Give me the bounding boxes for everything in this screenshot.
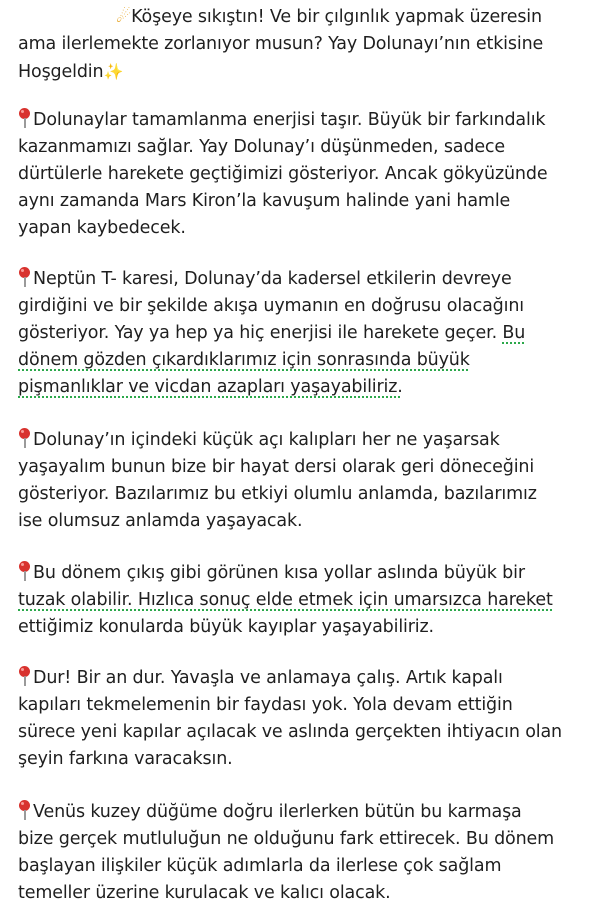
- p2-line-1: [18, 266, 593, 293]
- p2-text-5: pişmanlıklar ve vicdan azapları yaşayabiliriz.: [18, 377, 403, 397]
- p5-line-3: [18, 719, 593, 746]
- intro-text-1: Köşeye sıkıştın! Ve bir çılgınlık yapmak üzeresin: [131, 7, 542, 27]
- pin-icon: [18, 666, 31, 686]
- pin-icon: [18, 428, 31, 448]
- intro-line-3: [18, 58, 593, 85]
- pin-icon: [18, 561, 31, 581]
- p2-text-4: dönem gözden çıkardıklarımız için sonrasında büyük: [18, 350, 470, 370]
- p2-line-3: [18, 320, 593, 347]
- p6-text-2: bize gerçek mutluluğun ne olduğunu fark ettirecek. Bu dönem: [18, 829, 555, 849]
- paragraph-6: [18, 799, 593, 907]
- p2-text-3: gösteriyor. Yay ya hep ya hiç enerjisi ile harekete geçer.: [18, 323, 497, 343]
- p1-line-3: [18, 161, 593, 188]
- paragraph-5: [18, 665, 593, 773]
- p1-text-5: yapan kaybedecek.: [18, 218, 186, 238]
- intro-text-2: ama ilerlemekte zorlanıyor musun? Yay Dolunayı’nın etkisine: [18, 34, 544, 54]
- p6-text-4: temeller üzerine kurulacak ve kalıcı olacak.: [18, 883, 391, 903]
- p3-text-4: ise olumsuz anlamda yaşayacak.: [18, 511, 303, 531]
- p6-line-2: [18, 826, 593, 853]
- p5-text-2: kapıları tekmelemenin bir faydası yok. Yola devam ettiğin: [18, 695, 513, 715]
- pin-icon: [18, 108, 31, 128]
- paragraph-2: [18, 266, 593, 401]
- p2-text-1: Neptün T- karesi, Dolunay’da kadersel etkilerin devreye: [33, 269, 512, 289]
- p4-line-3: [18, 614, 593, 641]
- p1-line-1: [18, 107, 593, 134]
- p6-line-1: [18, 799, 593, 826]
- intro-paragraph: [18, 4, 593, 85]
- p1-line-5: [18, 215, 593, 242]
- paragraph-4: [18, 560, 593, 641]
- pin-icon: [18, 800, 31, 820]
- p3-line-1: [18, 427, 593, 454]
- p3-line-4: [18, 508, 593, 535]
- intro-line-1: [18, 4, 593, 31]
- paragraph-3: [18, 427, 593, 535]
- intro-text-3: Hoşgeldin: [18, 62, 104, 82]
- p6-text-1: Venüs kuzey düğüme doğru ilerlerken bütün bu karmaşa: [33, 802, 522, 822]
- p4-line-2: [18, 587, 593, 614]
- p2-line-2: [18, 293, 593, 320]
- p5-line-4: [18, 746, 593, 773]
- p5-text-1: Dur! Bir an dur. Yavaşla ve anlamaya çalış. Artık kapalı: [33, 668, 503, 688]
- p3-text-3: gösteriyor. Bazılarımız bu etkiyi olumlu anlamda, bazılarımız: [18, 484, 537, 504]
- p2-text-2: girdiğini ve bir şekilde akışa uymanın en doğrusu olacağını: [18, 296, 524, 316]
- p1-line-2: [18, 134, 593, 161]
- comet-icon: ☄: [116, 7, 132, 27]
- pin-icon: [18, 267, 31, 287]
- p5-line-2: [18, 692, 593, 719]
- p6-line-3: [18, 853, 593, 880]
- p1-line-4: [18, 188, 593, 215]
- p2-line-4: [18, 347, 593, 374]
- p3-text-2: yaşayalım bunun bize bir hayat dersi olarak geri döneceğini: [18, 457, 535, 477]
- intro-line-2: [18, 31, 593, 58]
- p6-line-4: [18, 880, 593, 907]
- p1-text-4: aynı zamanda Mars Kiron’la kavuşum halinde yani hamle: [18, 191, 511, 211]
- sparkles-icon: ✨: [103, 62, 124, 81]
- p3-line-3: [18, 481, 593, 508]
- p3-line-2: [18, 454, 593, 481]
- p4-line-1: [18, 560, 593, 587]
- p5-text-4: şeyin farkına varacaksın.: [18, 749, 233, 769]
- p1-text-2: kazanmamızı sağlar. Yay Dolunay’ı düşünmeden, sadece: [18, 137, 506, 157]
- p1-text-3: dürtülerle harekete geçtiğimizi gösteriyor. Ancak gökyüzünde: [18, 164, 548, 184]
- p3-text-1: Dolunay’ın içindeki küçük açı kalıpları her ne yaşarsak: [33, 430, 500, 450]
- p5-line-1: [18, 665, 593, 692]
- p6-text-3: başlayan ilişkiler küçük adımlarla da ilerlese çok sağlam: [18, 856, 502, 876]
- p2-text-3b: Bu: [502, 323, 526, 343]
- p5-text-3: sürece yeni kapılar açılacak ve aslında gerçekten ihtiyacın olan: [18, 722, 562, 742]
- p4-text-3: ettiğimiz konularda büyük kayıplar yaşayabiliriz.: [18, 617, 434, 637]
- p4-text-2: tuzak olabilir. Hızlıca sonuç elde etmek için umarsızca hareket: [18, 590, 553, 610]
- p4-text-1: Bu dönem çıkış gibi görünen kısa yollar aslında büyük bir: [33, 563, 525, 583]
- p2-line-5: [18, 374, 593, 401]
- paragraph-1: [18, 107, 593, 242]
- p1-text-1: Dolunaylar tamamlanma enerjisi taşır. Büyük bir farkındalık: [33, 110, 546, 130]
